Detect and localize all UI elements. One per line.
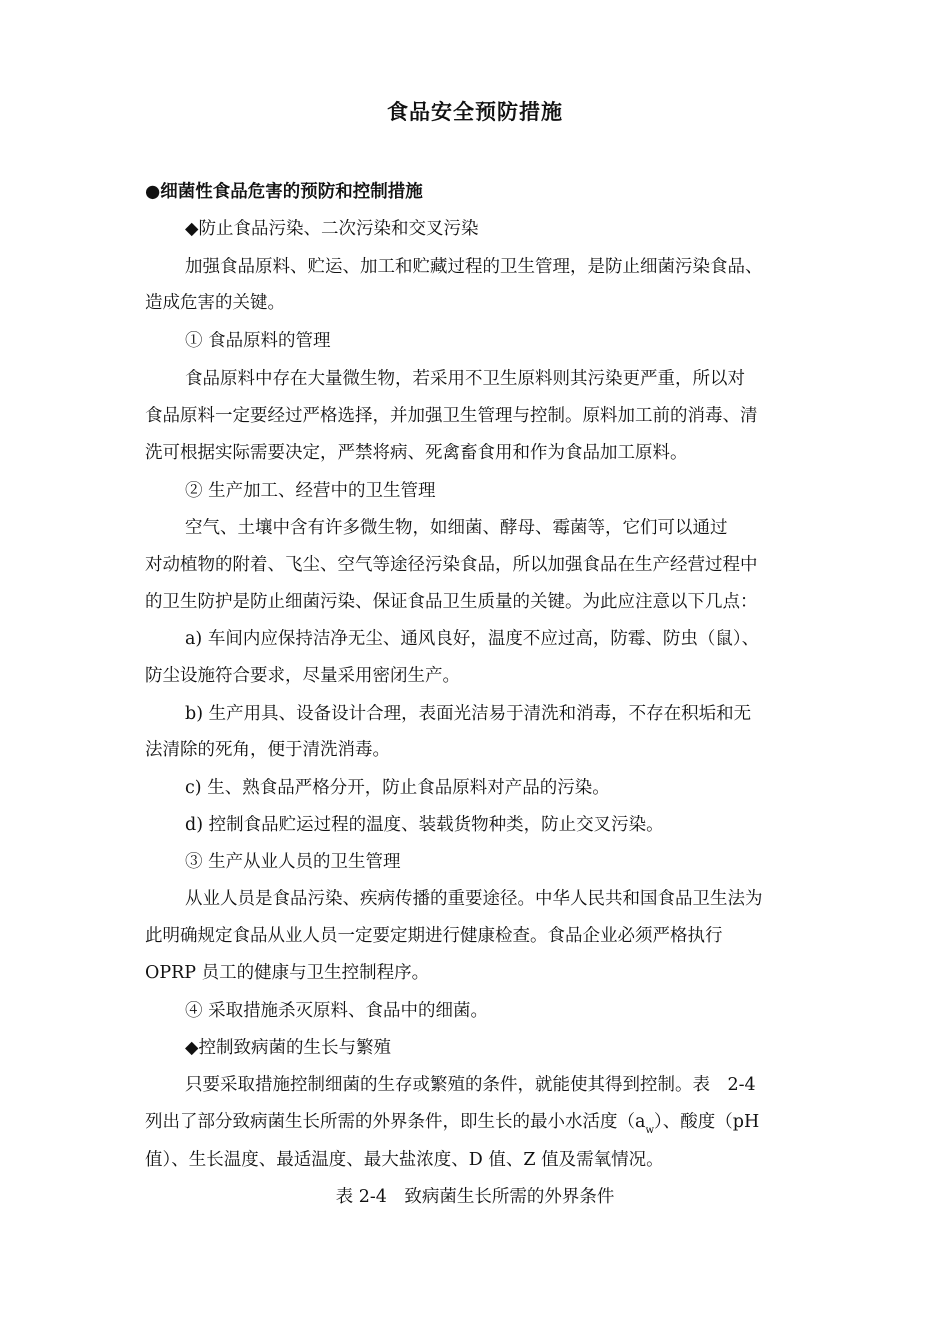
list-item-a-continued: 防尘设施符合要求，尽量采用密闭生产。: [145, 666, 460, 686]
paragraph-line: 洗可根据实际需要决定，严禁将病、死禽畜食用和作为食品加工原料。: [145, 443, 688, 463]
paragraph-line: 对动植物的附着、飞尘、空气等途径污染食品，所以加强食品在生产经营过程中: [145, 555, 758, 575]
item-heading-staff-hygiene: ③ 生产从业人员的卫生管理: [185, 852, 401, 872]
paragraph-line: 空气、土壤中含有许多微生物，如细菌、酵母、霉菌等，它们可以通过: [185, 518, 728, 538]
subheading-prevent-contamination: ◆防止食品污染、二次污染和交叉污染: [185, 219, 479, 239]
item-heading-raw-materials: ① 食品原料的管理: [185, 331, 331, 351]
list-item-c: c) 生、熟食品严格分开，防止食品原料对产品的污染。: [185, 778, 610, 798]
paragraph-line: 造成危害的关键。: [145, 293, 285, 313]
paragraph-line: 的卫生防护是防止细菌污染、保证食品卫生质量的关键。为此应注意以下几点：: [145, 592, 758, 612]
paragraph-line: 从业人员是食品污染、疾病传播的重要途径。中华人民共和国食品卫生法为: [185, 889, 763, 909]
paragraph-line-water-activity: [145, 1110, 759, 1137]
table-caption: 表 2-4 致病菌生长所需的外界条件: [335, 1187, 615, 1207]
list-item-b-continued: 法清除的死角，便于清洗消毒。: [145, 740, 390, 760]
paragraph-line: 加强食品原料、贮运、加工和贮藏过程的卫生管理，是防止细菌污染食品、: [185, 257, 763, 277]
paragraph-line: OPRP 员工的健康与卫生控制程序。: [145, 963, 430, 983]
paragraph-text: 列出了部分致病菌生长所需的外界条件，即生长的最小水活度（a: [145, 1112, 646, 1132]
list-item-b: b) 生产用具、设备设计合理，表面光洁易于清洗和消毒，不存在积垢和无: [185, 704, 752, 724]
item-heading-kill-bacteria: ④ 采取措施杀灭原料、食品中的细菌。: [185, 1001, 489, 1021]
paragraph-line: 只要采取措施控制细菌的生存或繁殖的条件，就能使其得到控制。表 2-4: [185, 1075, 756, 1095]
paragraph-line: 食品原料中存在大量微生物，若采用不卫生原料则其污染更严重，所以对: [185, 369, 745, 389]
list-item-a: a) 车间内应保持洁净无尘、通风良好，温度不应过高，防霉、防虫（鼠）、: [185, 629, 760, 649]
document-title: 食品安全预防措施: [387, 100, 563, 124]
subscript-w: w: [645, 1125, 654, 1136]
subheading-control-pathogen-growth: ◆控制致病菌的生长与繁殖: [185, 1038, 391, 1058]
paragraph-text: ）、酸度（pH: [654, 1112, 760, 1132]
paragraph-line: 此明确规定食品从业人员一定要定期进行健康检查。食品企业必须严格执行: [145, 926, 723, 946]
section-heading-bacterial-hazards: ●细菌性食品危害的预防和控制措施: [145, 182, 423, 202]
paragraph-line: 食品原料一定要经过严格选择，并加强卫生管理与控制。原料加工前的消毒、清: [145, 406, 758, 426]
paragraph-line: 值）、生长温度、最适温度、最大盐浓度、D 值、Z 值及需氧情况。: [145, 1150, 664, 1170]
list-item-d: d) 控制食品贮运过程的温度、装载货物种类，防止交叉污染。: [185, 815, 664, 835]
item-heading-production-hygiene: ② 生产加工、经营中的卫生管理: [185, 481, 436, 501]
